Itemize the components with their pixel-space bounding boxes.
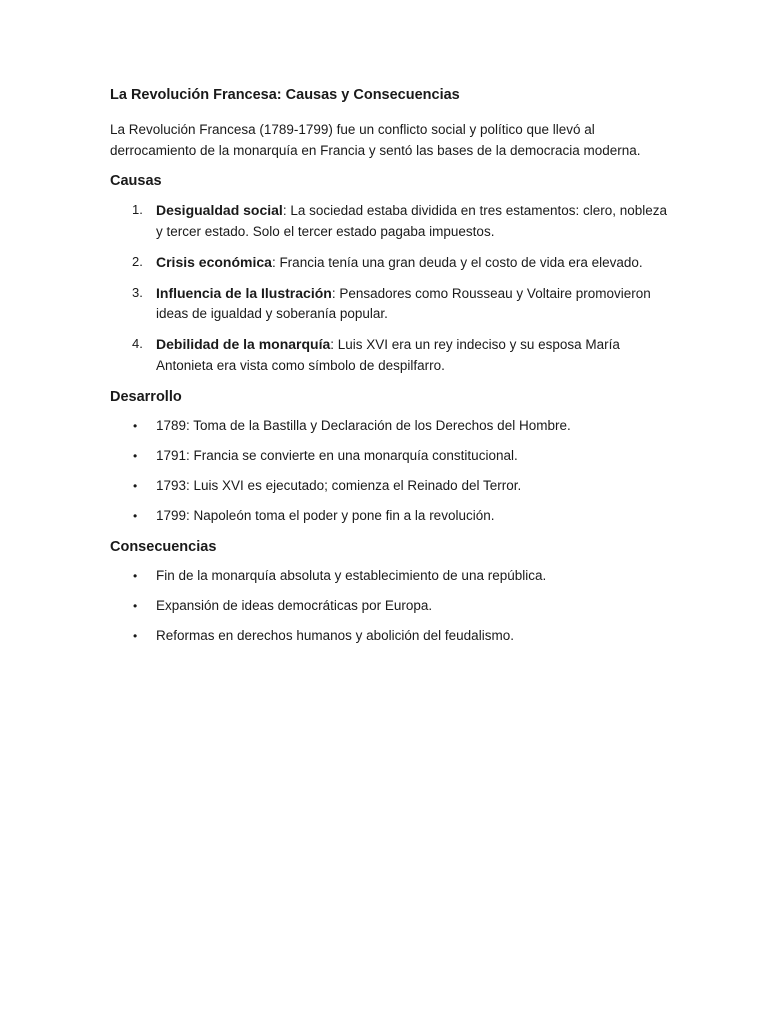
intro-paragraph: La Revolución Francesa (1789-1799) fue un conflicto social y político que llevó al derrocamiento de la monarquía en Francia y sentó las bases de la democracia moderna. bbox=[110, 122, 641, 158]
list-item bbox=[110, 200, 670, 242]
list-item bbox=[110, 252, 670, 274]
list-item-text: : Luis XVI era un rey indeciso y su esposa María Antonieta era vista como símbolo de despilfarro. bbox=[156, 337, 620, 373]
bullet-icon: • bbox=[133, 448, 138, 463]
list-item-text: Fin de la monarquía absoluta y establecimiento de una república. bbox=[156, 567, 547, 583]
list-item-term: Influencia de la Ilustración bbox=[156, 284, 332, 301]
causas-list bbox=[110, 200, 670, 376]
bullet-icon: • bbox=[133, 598, 138, 613]
list-item-term: Debilidad de la monarquía bbox=[156, 336, 331, 352]
desarrollo-list bbox=[110, 416, 670, 527]
section-heading-consecuencias: Consecuencias bbox=[110, 538, 217, 555]
bullet-icon: • bbox=[133, 508, 138, 523]
list-item-text: 1793: Luis XVI es ejecutado; comienza el Reinado del Terror. bbox=[156, 477, 522, 493]
list-item bbox=[110, 506, 670, 527]
list-item-text: 1799: Napoleón toma el poder y pone fin a la revolución. bbox=[156, 507, 495, 523]
list-item bbox=[110, 476, 670, 497]
list-item-text: : La sociedad estaba dividida en tres estamentos: clero, nobleza y tercer estado. Solo el tercer estado pagaba impuestos. bbox=[156, 203, 668, 239]
list-item bbox=[110, 446, 670, 467]
list-item-text: Expansión de ideas democráticas por Europa. bbox=[156, 597, 433, 613]
list-item bbox=[110, 626, 670, 647]
consecuencias-list bbox=[110, 566, 670, 647]
list-item-text: Reformas en derechos humanos y abolición del feudalismo. bbox=[156, 627, 514, 643]
list-item-text: 1791: Francia se convierte en una monarquía constitucional. bbox=[156, 447, 518, 463]
list-item-term: Crisis económica bbox=[156, 253, 272, 270]
list-item-text: 1789: Toma de la Bastilla y Declaración de los Derechos del Hombre. bbox=[156, 417, 571, 433]
list-item bbox=[110, 416, 670, 437]
bullet-icon: • bbox=[133, 478, 138, 493]
list-item-text: : Francia tenía una gran deuda y el costo de vida era elevado. bbox=[271, 254, 643, 270]
document-page bbox=[110, 84, 670, 656]
list-item-text: : Pensadores como Rousseau y Voltaire promovieron ideas de igualdad y soberanía popular. bbox=[156, 285, 651, 321]
list-number: 2. bbox=[132, 253, 143, 269]
section-heading-causas: Causas bbox=[110, 173, 162, 189]
document-title: La Revolución Francesa: Causas y Consecuencias bbox=[110, 87, 460, 103]
section-heading-desarrollo: Desarrollo bbox=[110, 388, 182, 405]
list-item bbox=[110, 566, 670, 587]
bullet-icon: • bbox=[133, 628, 138, 643]
bullet-icon: • bbox=[133, 418, 138, 433]
bullet-icon: • bbox=[133, 568, 138, 583]
list-number: 1. bbox=[132, 202, 143, 217]
list-item bbox=[110, 334, 670, 376]
list-item bbox=[110, 596, 670, 617]
list-item bbox=[110, 283, 670, 325]
list-number: 3. bbox=[132, 284, 143, 300]
list-number: 4. bbox=[132, 336, 143, 351]
list-item-term: Desigualdad social bbox=[156, 202, 283, 218]
